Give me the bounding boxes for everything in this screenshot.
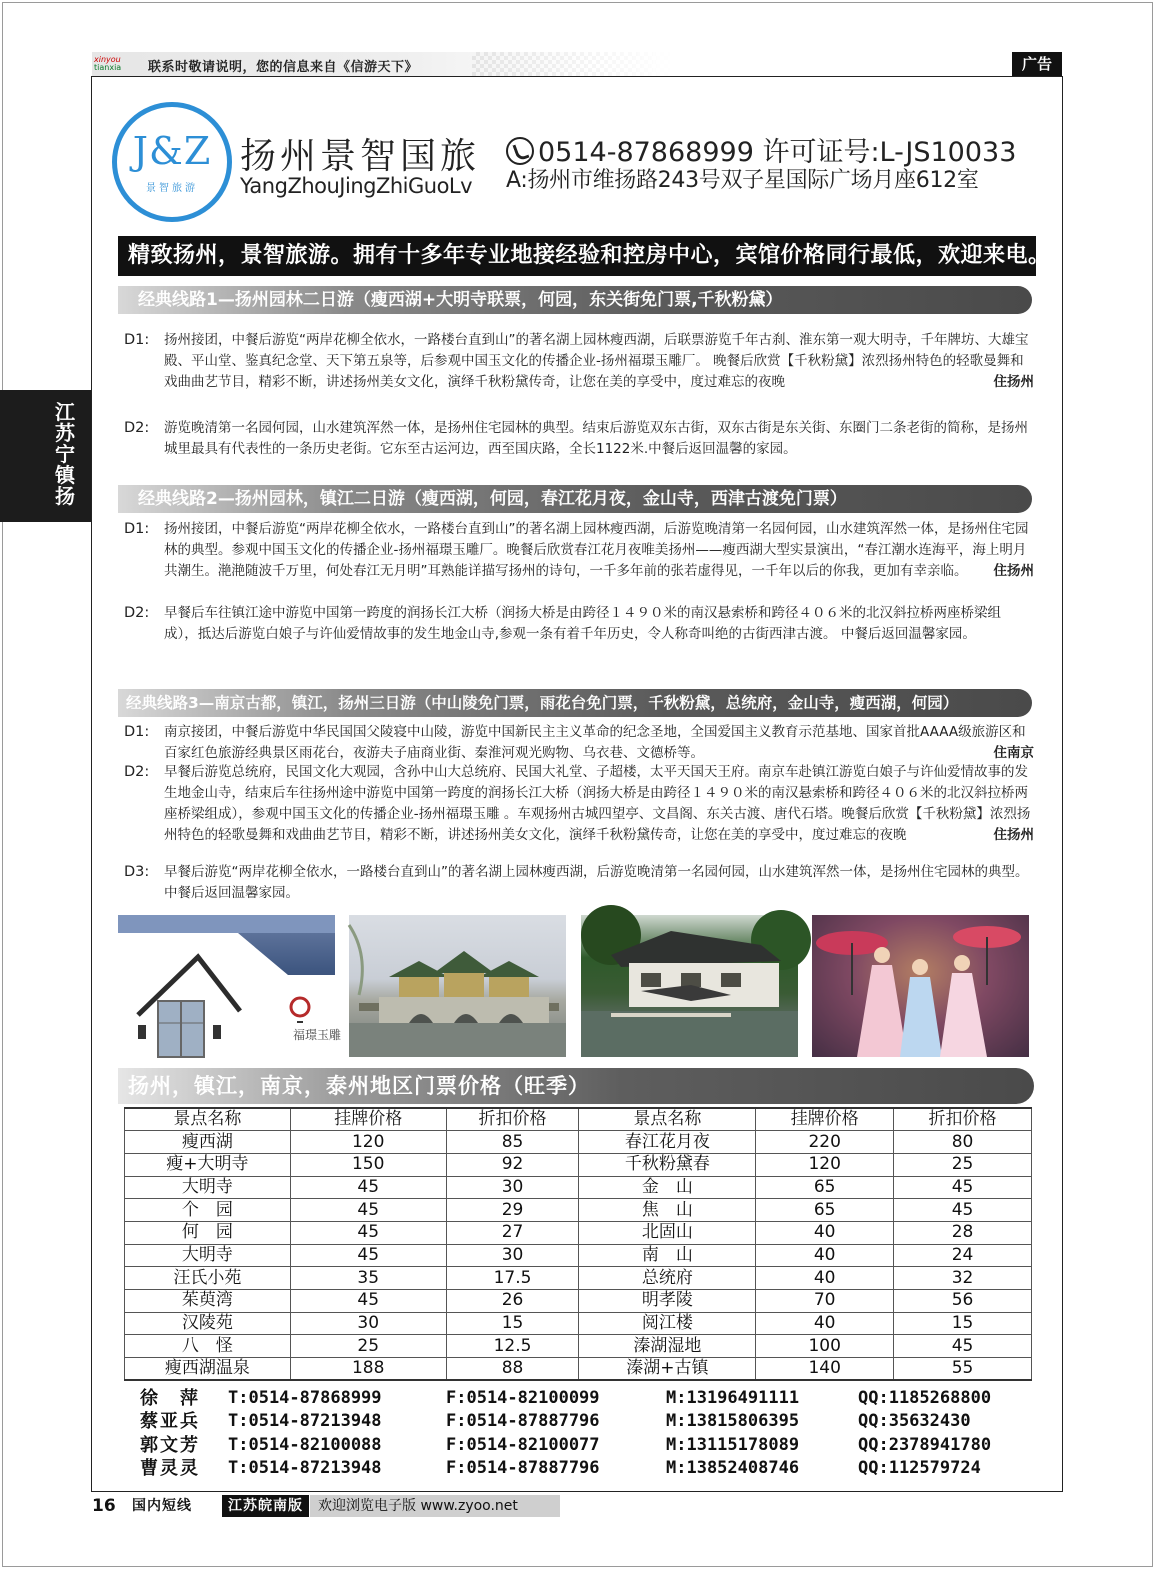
five-pavilion-bridge-illustration [349,915,566,1057]
table-cell: 何 园 [125,1221,291,1244]
overnight-city: 住扬州 [993,563,1034,579]
table-cell: 瘦西湖温泉 [125,1358,291,1381]
publication-logo-icon: xinyou tianxia [94,55,122,72]
table-row [125,1244,1032,1267]
route-1-title: 经典线路1—扬州园林二日游（瘦西湖+大明寺联票，何园，东关街免门票,千秋粉黛） [118,286,1032,314]
route-3-day-1 [124,722,1034,764]
table-cell: 北固山 [579,1221,756,1244]
table-cell: 27 [446,1221,579,1244]
route-3-day-2 [124,762,1034,846]
route-2-day-2 [124,603,1034,645]
photo-jade-factory [118,915,342,1057]
edition-label: 江苏皖南版 [222,1495,309,1517]
company-logo [112,102,232,222]
table-cell: 220 [756,1131,894,1154]
company-name: 扬州景智国旅 [240,136,481,177]
table-row [125,1290,1032,1313]
table-cell: 30 [446,1176,579,1199]
contact-mobile: M:13852408746 [666,1457,800,1478]
contact-telephone: T:0514-82100088 [228,1434,382,1455]
overnight-city: 住扬州 [993,374,1034,390]
day-label: D3: [124,864,150,880]
table-cell: 汪氏小苑 [125,1267,291,1290]
table-cell: 40 [756,1312,894,1335]
top-notice-bar [92,52,1062,76]
table-cell: 溱湖+古镇 [579,1358,756,1381]
table-cell: 40 [756,1244,894,1267]
contact-list [124,1387,1034,1480]
table-cell: 24 [894,1244,1032,1267]
company-logo-subtext: 景智旅游 [146,183,198,194]
day-description: 扬州接团，中餐后游览“两岸花柳全依水，一路楼台直到山”的著名湖上园林瘦西湖，后联票游览千年古刹、淮东第一观大明寺，千年牌坊、大雄宝殿、平山堂、鉴真纪念堂、天下第五泉等，后参观中国玉文化的传播企业-扬州福璟玉雕厂。 晚餐后欣赏【千秋粉黛】浓烈扬州特色的轻歌曼舞和戏曲曲艺节目，精彩不断，讲述扬州美女文化，演绎千秋粉黛传奇，让您在美的享受中，度过难忘的夜晚 [164,332,1029,390]
table-cell: 17.5 [446,1267,579,1290]
table-cell: 瘦+大明寺 [125,1153,291,1176]
day-label: D2: [124,605,150,621]
table-cell: 汉陵苑 [125,1312,291,1335]
ticket-price-title: 扬州，镇江，南京，泰州地区门票价格（旺季） [118,1068,1034,1104]
day-label: D2: [124,764,150,780]
table-cell: 45 [290,1199,446,1222]
table-cell: 焦 山 [579,1199,756,1222]
table-cell: 88 [446,1358,579,1381]
table-cell: 56 [894,1290,1032,1313]
jade-factory-illustration [118,915,342,1057]
table-cell: 12.5 [446,1335,579,1358]
contact-row [124,1434,1034,1457]
page-footer [92,1495,562,1517]
table-cell: 45 [894,1199,1032,1222]
source-notice: 联系时敬请说明，您的信息来自《信游天下》 [148,60,419,75]
table-cell: 65 [756,1176,894,1199]
table-cell: 100 [756,1335,894,1358]
performance-illustration [812,915,1029,1057]
table-row [125,1312,1032,1335]
contact-mobile: M:13196491111 [666,1388,800,1408]
table-cell: 188 [290,1358,446,1381]
table-cell: 26 [446,1290,579,1313]
page-number: 16 [92,1496,116,1516]
table-cell: 阅江楼 [579,1312,756,1335]
day-description: 游览晚清第一名园何园，山水建筑浑然一体，是扬州住宅园林的典型。结束后游览双东古街，双东古街是东关街、东圈门二条老街的简称，是扬州城里最具有代表性的一条历史老街。它东至古运河边，西至国庆路，全长1122米.中餐后返回温馨的家园。 [164,420,1028,457]
table-cell: 春江花月夜 [579,1131,756,1154]
table-cell: 明孝陵 [579,1290,756,1313]
table-row [125,1131,1032,1154]
photo-qianqiu-fendai-performance [812,915,1029,1057]
contact-name: 徐 萍 [140,1388,200,1409]
day-description: 扬州接团，中餐后游览“两岸花柳全依水，一路楼台直到山”的著名湖上园林瘦西湖，后游览晚清第一名园何园，山水建筑浑然一体，是扬州住宅园林的典型。参观中国玉文化的传播企业-扬州福璟玉雕厂。晚餐后欣赏春江花月夜唯美扬州——瘦西湖大型实景演出，“春江潮水连海平，海上明月共潮生。滟滟随波千万里，何处春江无月明”耳熟能详描写扬州的诗句，一千多年前的张若虚得见，一千年以后的你我，更加有幸亲临。 [164,521,1029,579]
table-cell: 55 [894,1358,1032,1381]
overnight-city: 住南京 [993,745,1034,761]
contact-fax: F:0514-82100099 [446,1388,600,1408]
contact-fax: F:0514-87887796 [446,1411,600,1432]
table-header-row [125,1108,1032,1131]
he-garden-illustration [581,915,798,1057]
day-label: D1: [124,521,150,537]
overnight-city: 住扬州 [993,827,1034,843]
table-cell: 45 [894,1176,1032,1199]
route-2-day-1 [124,519,1034,582]
table-cell: 15 [894,1312,1032,1335]
table-cell: 65 [756,1199,894,1222]
contact-qq: QQ:35632430 [858,1411,971,1432]
route-3-title: 经典线路3—南京古都，镇江，扬州三日游（中山陵免门票，雨花台免门票，千秋粉黛，总统府，金山寺，瘦西湖，何园） [118,689,1032,717]
table-cell: 大明寺 [125,1244,291,1267]
day-label: D2: [124,420,150,436]
table-cell: 120 [290,1131,446,1154]
table-cell: 140 [756,1358,894,1381]
contact-fax: F:0514-87887796 [446,1457,600,1478]
table-row [125,1358,1032,1381]
photo-caption: 福璟玉雕 [293,1028,342,1042]
ticket-price-table [124,1107,1032,1381]
day-description: 南京接团，中餐后游览中华民国国父陵寝中山陵，游览中国新民主主义革命的纪念圣地，全国爱国主义教育示范基地、国家首批AAAA级旅游区和百家红色旅游经典景区雨花台，夜游夫子庙商业街、秦淮河观光购物、乌衣巷、文德桥等。 [164,724,1026,761]
contact-qq: QQ:1185268800 [858,1388,992,1408]
table-cell: 40 [756,1267,894,1290]
contact-row [124,1457,1034,1480]
table-cell: 45 [894,1335,1032,1358]
company-address: A:扬州市维扬路243号双子星国际广场月座612室 [506,168,979,193]
table-cell: 溱湖湿地 [579,1335,756,1358]
table-cell: 45 [290,1244,446,1267]
table-cell: 瘦西湖 [125,1131,291,1154]
table-cell: 南 山 [579,1244,756,1267]
day-label: D1: [124,724,150,740]
contact-telephone: T:0514-87213948 [228,1411,382,1432]
table-cell: 40 [756,1221,894,1244]
section-name: 国内短线 [132,1498,192,1514]
ebook-link[interactable]: 欢迎浏览电子版 www.zyoo.net [310,1495,560,1517]
contact-mobile: M:13115178089 [666,1434,800,1455]
region-side-tab-label: 江苏宁镇扬 [55,400,75,508]
table-row [125,1153,1032,1176]
table-cell: 80 [894,1131,1032,1154]
table-cell: 千秋粉黛春 [579,1153,756,1176]
column-header: 折扣价格 [894,1108,1032,1131]
contact-telephone: T:0514-87868999 [228,1388,382,1408]
table-row [125,1335,1032,1358]
contact-mobile: M:13815806395 [666,1411,800,1432]
table-cell: 总统府 [579,1267,756,1290]
table-cell: 70 [756,1290,894,1313]
table-cell: 30 [446,1244,579,1267]
region-side-tab [0,390,92,522]
contact-name: 郭文芳 [140,1434,200,1456]
table-cell: 45 [290,1290,446,1313]
column-header: 挂牌价格 [756,1108,894,1131]
day-label: D1: [124,332,150,348]
table-row [125,1221,1032,1244]
route-3-day-3 [124,862,1034,904]
contact-row [124,1387,1034,1410]
column-header: 挂牌价格 [290,1108,446,1131]
phone-icon [506,137,534,165]
table-row [125,1267,1032,1290]
day-description: 早餐后游览总统府，民国文化大观园，含孙中山大总统府、民国大礼堂、子超楼，太平天国天王府。南京车赴镇江游览白娘子与许仙爱情故事的发生地金山寺，结束后车往扬州途中游览中国第一跨度的润扬长江大桥（润扬大桥是由跨径１４９０米的南汉悬索桥和跨径４０６米的北汉斜拉桥两座桥梁组成），参观中国玉文化的传播企业-扬州福璟玉雕 。车观扬州古城四望亭、文昌阁、东关古渡、唐代石塔。晚餐后欣赏【千秋粉黛】浓烈扬州特色的轻歌曼舞和戏曲曲艺节目，精彩不断，讲述扬州美女文化，演绎千秋粉黛传奇，让您在美的享受中，度过难忘的夜晚 [164,764,1031,843]
table-cell: 25 [290,1335,446,1358]
column-header: 景点名称 [579,1108,756,1131]
table-cell: 八 怪 [125,1335,291,1358]
contact-telephone: T:0514-87213948 [228,1457,382,1478]
contact-name: 蔡亚兵 [140,1411,200,1433]
table-cell: 28 [894,1221,1032,1244]
table-cell: 45 [290,1221,446,1244]
table-cell: 35 [290,1267,446,1290]
table-row [125,1176,1032,1199]
table-cell: 85 [446,1131,579,1154]
table-cell: 92 [446,1153,579,1176]
column-header: 折扣价格 [446,1108,579,1131]
table-cell: 25 [894,1153,1032,1176]
company-phone: 0514-87868999 许可证号:L-JS10033 [538,137,1017,168]
contact-fax: F:0514-82100077 [446,1434,600,1455]
table-cell: 120 [756,1153,894,1176]
contact-row [124,1410,1034,1433]
table-row [125,1199,1032,1222]
route-1-day-1 [124,330,1034,393]
ad-tag: 广告 [1012,52,1062,76]
day-description: 早餐后游览“两岸花柳全依水，一路楼台直到山”的著名湖上园林瘦西湖，后游览晚清第一名园何园，山水建筑浑然一体，是扬州住宅园林的典型。 中餐后返回温馨家园。 [164,864,1029,901]
company-pinyin: YangZhouJingZhiGuoLv [240,174,473,198]
table-cell: 45 [290,1176,446,1199]
table-cell: 大明寺 [125,1176,291,1199]
contact-qq: QQ:112579724 [858,1457,981,1478]
table-cell: 30 [290,1312,446,1335]
table-cell: 32 [894,1267,1032,1290]
column-header: 景点名称 [125,1108,291,1131]
table-cell: 15 [446,1312,579,1335]
table-cell: 金 山 [579,1176,756,1199]
company-slogan: 精致扬州，景智旅游。拥有十多年专业地接经验和控房中心，宾馆价格同行最低，欢迎来电。 [118,236,1036,276]
route-2-title: 经典线路2—扬州园林，镇江二日游（瘦西湖，何园，春江花月夜，金山寺，西津古渡免门票） [118,485,1032,513]
route-1-day-2 [124,418,1034,460]
table-cell: 150 [290,1153,446,1176]
table-cell: 29 [446,1199,579,1222]
contact-qq: QQ:2378941780 [858,1434,992,1455]
contact-name: 曹灵灵 [140,1457,200,1479]
photo-he-garden [581,915,798,1057]
day-description: 早餐后车往镇江途中游览中国第一跨度的润扬长江大桥（润扬大桥是由跨径１４９０米的南汉悬索桥和跨径４０６米的北汉斜拉桥两座桥梁组成），抵达后游览白娘子与许仙爱情故事的发生地金山寺,参观一条有着千年历史，令人称奇叫绝的古街西津古渡。 中餐后返回温馨家园。 [164,605,1001,642]
table-cell: 茱萸湾 [125,1290,291,1313]
photo-five-pavilion-bridge [349,915,566,1057]
company-logo-text: J&Z [132,129,212,173]
table-cell: 个 园 [125,1199,291,1222]
